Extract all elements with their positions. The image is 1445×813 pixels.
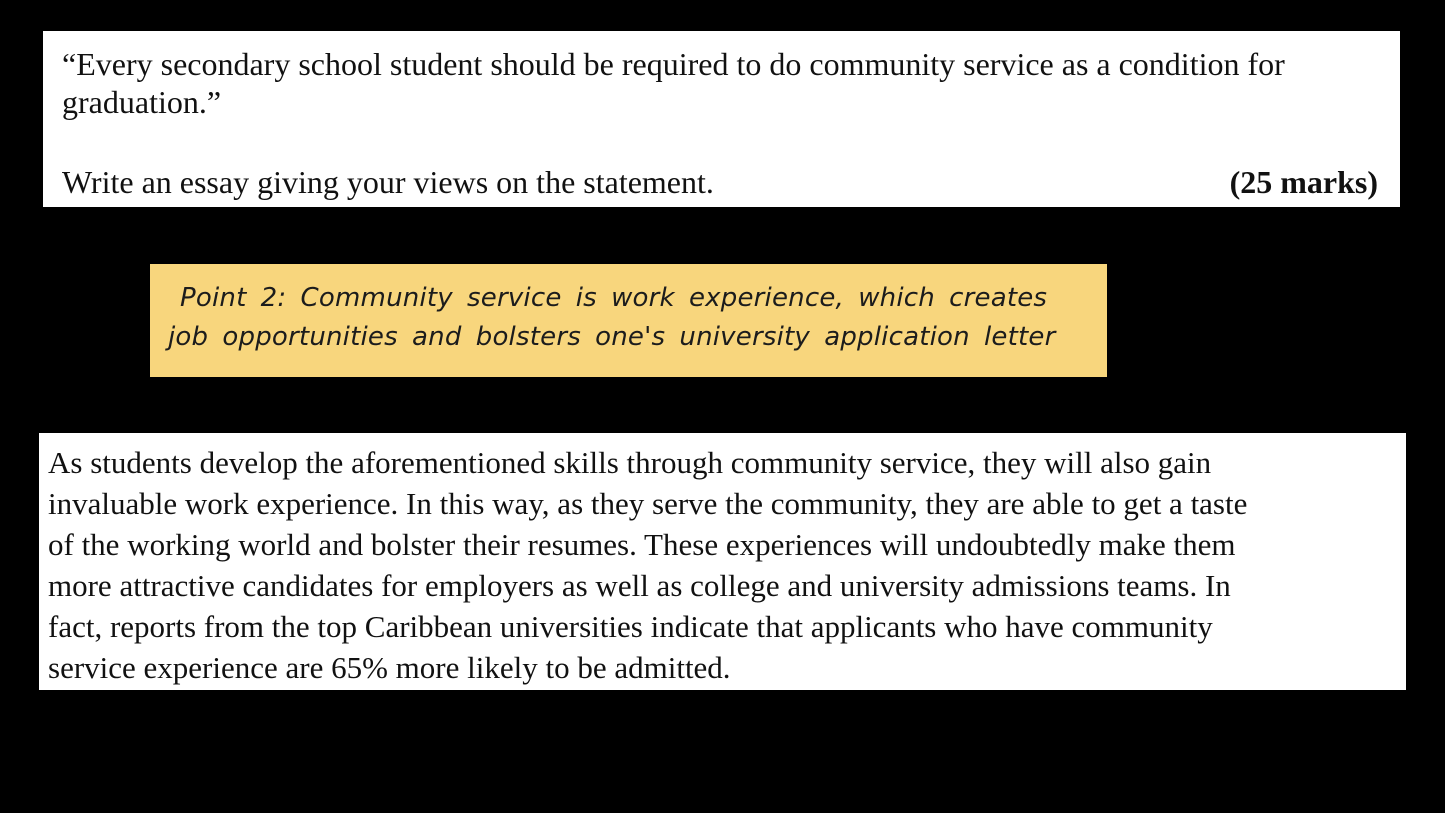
point-note-line-2: job opportunities and bolsters one's university application letter <box>168 322 1056 352</box>
essay-line-1: As students develop the aforementioned skills through community service, they will also gain <box>48 445 1212 480</box>
essay-line-2: invaluable work experience. In this way, as they serve the community, they are able to get a taste <box>48 486 1248 521</box>
essay-line-5: fact, reports from the top Caribbean universities indicate that applicants who have community <box>48 609 1213 644</box>
essay-line-6: service experience are 65% more likely to be admitted. <box>48 650 731 685</box>
point-note-line-1: Point 2: Community service is work experience, which creates <box>180 283 1048 313</box>
essay-paragraph-excerpt <box>39 433 1406 690</box>
essay-line-3: of the working world and bolster their resumes. These experiences will undoubtedly make them <box>48 527 1236 562</box>
exam-marks-label: (25 marks) <box>1229 164 1378 200</box>
exam-quote-line-1: “Every secondary school student should be required to do community service as a condition for <box>62 46 1285 82</box>
exam-instruction-row <box>62 163 1378 201</box>
essay-line-4: more attractive candidates for employers as well as college and university admissions teams. In <box>48 568 1231 603</box>
exam-quote-line-2: graduation.” <box>62 84 222 120</box>
exam-instruction-text: Write an essay giving your views on the statement. <box>62 164 714 200</box>
point-2-annotation-note <box>150 264 1107 377</box>
exam-question-excerpt <box>43 31 1400 207</box>
